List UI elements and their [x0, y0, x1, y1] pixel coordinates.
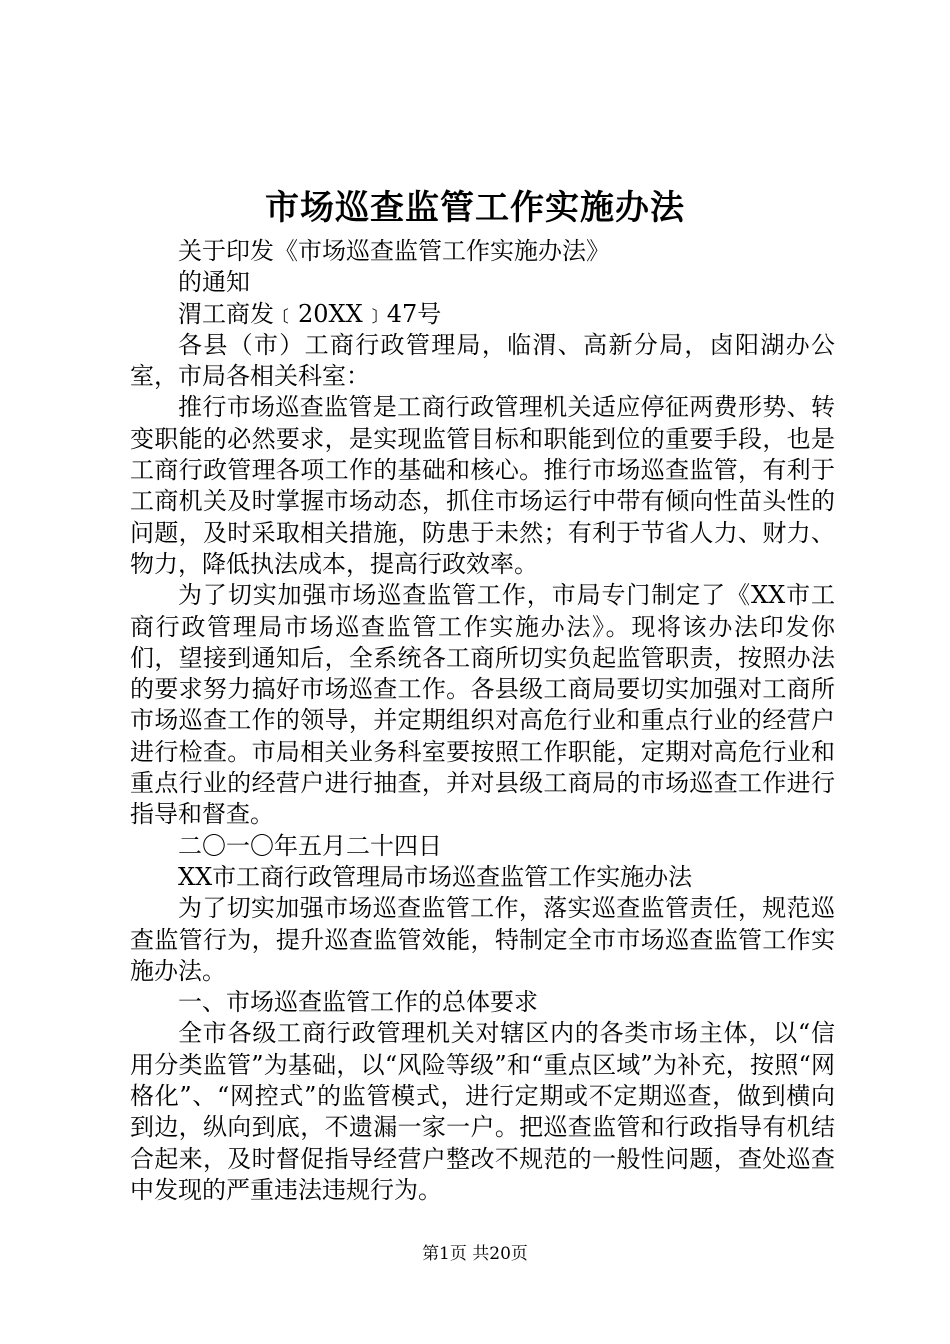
page-footer: 第1页 共20页	[422, 1244, 528, 1264]
section-title: XX市工商行政管理局市场巡查监管工作实施办法	[178, 862, 693, 891]
document-title: 市场巡查监管工作实施办法	[265, 188, 685, 228]
document-number: 渭工商发﹝20XX﹞47号	[178, 299, 442, 328]
document-body	[130, 236, 835, 1206]
notice-heading-line-1: 关于印发《市场巡查监管工作实施办法》	[178, 237, 610, 265]
recipients-paragraph: 各县（市）工商行政管理局，临渭、高新分局，卤阳湖办公室，市局各相关科室：	[130, 330, 835, 391]
body-paragraph: 为了切实加强市场巡查监管工作，市局专门制定了《XX市工商行政管理局市场巡查监管工作实施办法》。现将该办法印发你们，望接到通知后，全系统各工商所切实负起监管职责，按照办法的要求努力搞好市场巡查工作。各县级工商局要切实加强对工商所市场巡查工作的领导，并定期组织对高危行业和重点行业的经营户进行检查。市局相关业务科室要按照工作职能，定期对高危行业和重点行业的经营户进行抽查，并对县级工商局的市场巡查工作进行指导和督查。	[130, 581, 835, 829]
body-paragraph: 为了切实加强市场巡查监管工作，落实巡查监管责任，规范巡查监管行为，提升巡查监管效能，特制定全市市场巡查监管工作实施办法。	[130, 894, 835, 985]
body-paragraph: 全市各级工商行政管理机关对辖区内的各类市场主体，以“信用分类监管”为基础，以“风险等级”和“重点区域”为补充，按照“网格化”、“网控式”的监管模式，进行定期或不定期巡查，做到横向到边，纵向到底，不遗漏一家一户。把巡查监管和行政指导有机结合起来，及时督促指导经营户整改不规范的一般性问题，查处巡查中发现的严重违法违规行为。	[130, 1019, 835, 1204]
notice-heading-line-2: 的通知	[178, 268, 250, 297]
issue-date: 二〇一〇年五月二十四日	[178, 831, 442, 860]
body-paragraph: 推行市场巡查监管是工商行政管理机关适应停征两费形势、转变职能的必然要求，是实现监管目标和职能到位的重要手段，也是工商行政管理各项工作的基础和核心。推行市场巡查监管，有利于工商机关及时掌握市场动态，抓住市场运行中带有倾向性苗头性的问题，及时采取相关措施，防患于未然；有利于节省人力、财力、物力，降低执法成本，提高行政效率。	[130, 393, 835, 578]
section-heading: 一、市场巡查监管工作的总体要求	[178, 988, 538, 1017]
